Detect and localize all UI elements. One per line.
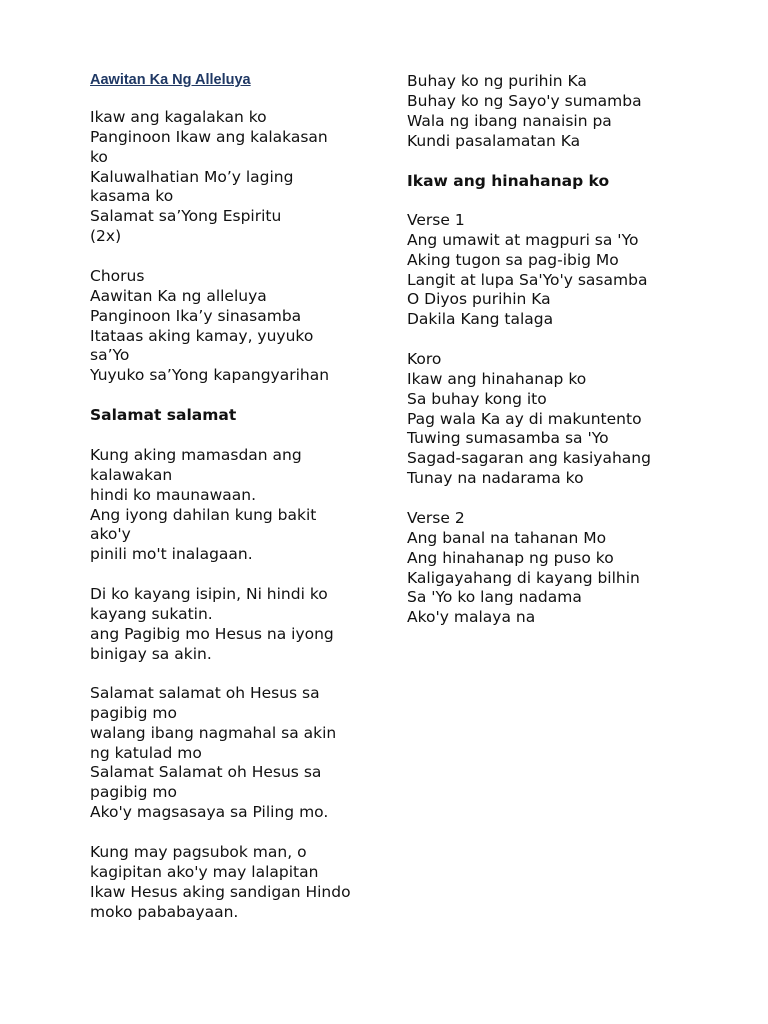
lyric-line: pagibig mo	[90, 783, 177, 802]
verse-label: Verse 1	[407, 211, 465, 229]
lyric-line: Pag wala Ka ay di makuntento	[407, 409, 642, 428]
stanza-3	[90, 684, 336, 823]
verse-aawitan	[90, 108, 328, 247]
heading-text: Ikaw ang hinahanap ko	[407, 172, 610, 190]
lyric-line: Panginoon Ika’y sinasamba	[90, 306, 302, 325]
lyric-line: Di ko kayang isipin, Ni hindi ko	[90, 585, 328, 603]
verse-1	[407, 211, 647, 330]
lyric-line: binigay sa akin.	[90, 644, 212, 663]
koro	[407, 350, 651, 489]
lyric-line: Ako'y magsasaya sa Piling mo.	[90, 803, 329, 822]
lyric-line: kalawakan	[90, 465, 173, 484]
lyric-line: kayang sukatin.	[90, 604, 213, 623]
verse-2	[407, 509, 640, 628]
lyric-line: Sa buhay kong ito	[407, 389, 547, 408]
lyric-line: Ang iyong dahilan kung bakit	[90, 505, 317, 524]
lyric-line: ko	[90, 147, 108, 166]
lyric-line: hindi ko maunawaan.	[90, 485, 257, 504]
lyric-line: ang Pagibig mo Hesus na iyong	[90, 624, 334, 643]
lyric-line: Aking tugon sa pag-ibig Mo	[407, 250, 619, 269]
lyric-line: Langit at lupa Sa'Yo'y sasamba	[407, 270, 648, 289]
lyric-line: pagibig mo	[90, 703, 177, 722]
stanza-4	[90, 843, 351, 922]
lyric-line: kagipitan ako'y may lalapitan	[90, 862, 319, 881]
chorus-label: Chorus	[90, 267, 145, 285]
lyric-line: Ang banal na tahanan Mo	[407, 528, 607, 547]
lyric-line: Ikaw ang hinahanap ko	[407, 369, 587, 388]
lyric-line: Ikaw Hesus aking sandigan Hindo	[90, 882, 351, 901]
lyric-line: Kung aking mamasdan ang	[90, 446, 302, 464]
lyric-line: Ako'y malaya na	[407, 608, 536, 627]
lyric-line: Tunay na nadarama ko	[407, 469, 584, 488]
lyric-line: Tuwing sumasamba sa 'Yo	[407, 429, 609, 448]
koro-label: Koro	[407, 350, 442, 368]
lyric-line: pinili mo't inalagaan.	[90, 545, 253, 564]
lyric-line: Ikaw ang kagalakan ko	[90, 108, 267, 126]
lyric-line: ako'y	[90, 525, 131, 544]
verse-label: Verse 2	[407, 509, 465, 527]
lyric-line: sa’Yo	[90, 346, 130, 365]
lyric-line: ng katulad mo	[90, 743, 202, 762]
song-title-salamat	[90, 406, 236, 426]
lyric-line: walang ibang nagmahal sa akin	[90, 723, 337, 742]
lyric-line: Ang umawit at magpuri sa 'Yo	[407, 230, 639, 249]
lyric-line: Buhay ko ng purihin Ka	[407, 72, 587, 90]
lyric-line: Salamat Salamat oh Hesus sa	[90, 763, 322, 782]
lyric-line: Kundi pasalamatan Ka	[407, 131, 581, 150]
lyric-line: Dakila Kang talaga	[407, 310, 554, 329]
stanza-2	[90, 585, 334, 664]
lyric-line: Sa 'Yo ko lang nadama	[407, 588, 582, 607]
stanza-1	[90, 446, 316, 565]
song-title-aawitan: Aawitan Ka Ng Alleluya	[90, 72, 251, 88]
lyric-line: Salamat salamat oh Hesus sa	[90, 684, 320, 702]
lyric-line: Panginoon Ikaw ang kalakasan	[90, 127, 328, 146]
lyric-line: Salamat sa’Yong Espiritu	[90, 207, 282, 226]
song-title-ikaw	[407, 172, 609, 192]
lyric-line: Aawitan Ka ng alleluya	[90, 286, 267, 305]
lyric-line: (2x)	[90, 227, 122, 246]
lyric-line: Itataas aking kamay, yuyuko	[90, 326, 314, 345]
lyric-line: Kaluwalhatian Mo’y laging	[90, 167, 294, 186]
lyric-line: Wala ng ibang nanaisin pa	[407, 111, 612, 130]
continuation-stanza	[407, 72, 642, 151]
lyric-line: Buhay ko ng Sayo'y sumamba	[407, 91, 642, 110]
lyric-line: moko pababayaan.	[90, 902, 239, 921]
lyric-line: Sagad-sagaran ang kasiyahang	[407, 449, 651, 468]
lyric-line: kasama ko	[90, 187, 174, 206]
lyric-line: Kung may pagsubok man, o	[90, 843, 307, 861]
heading-text: Salamat salamat	[90, 406, 237, 424]
lyric-line: Yuyuko sa’Yong kapangyarihan	[90, 366, 330, 385]
lyric-line: Kaligayahang di kayang bilhin	[407, 568, 640, 587]
lyric-line: Ang hinahanap ng puso ko	[407, 548, 614, 567]
lyric-line: O Diyos purihin Ka	[407, 290, 551, 309]
chorus-aawitan	[90, 267, 329, 386]
